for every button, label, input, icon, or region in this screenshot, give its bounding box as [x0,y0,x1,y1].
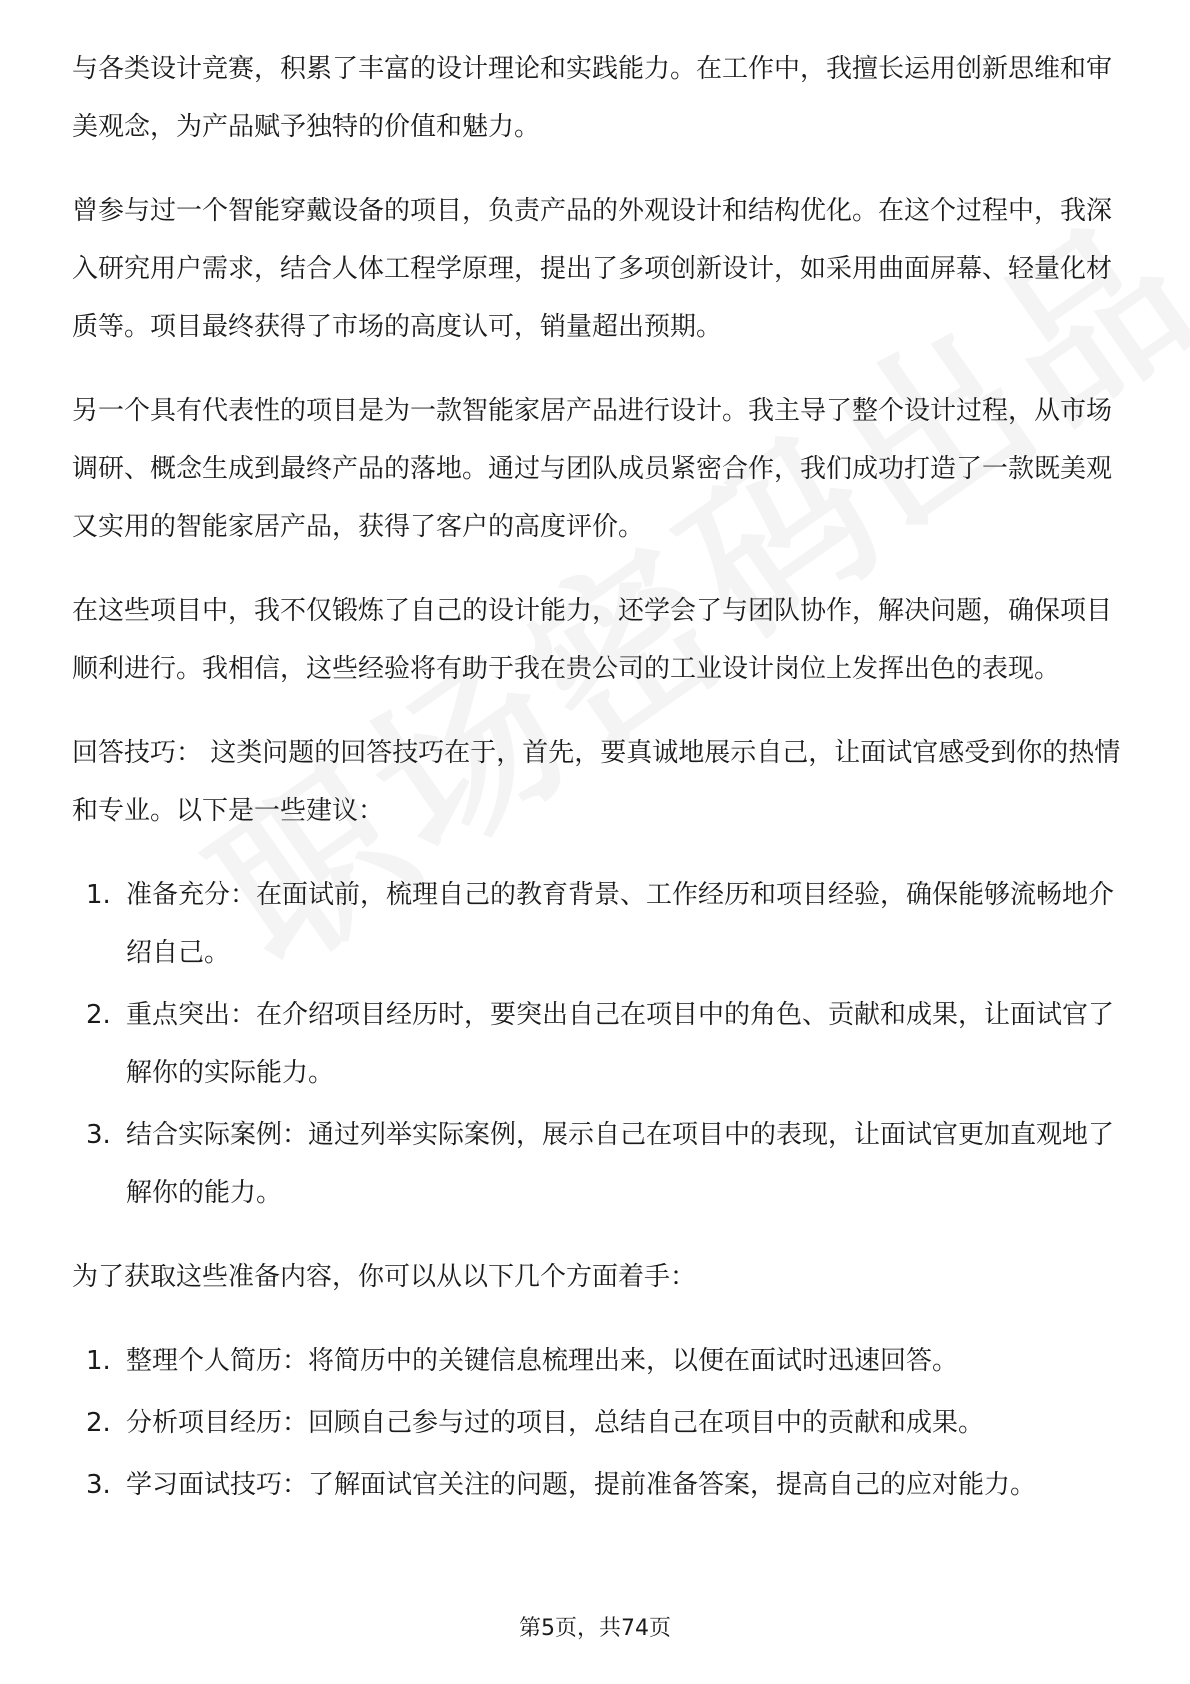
list-item [72,1106,1122,1222]
list-number: 3. [86,1470,111,1500]
list-number: 1. [86,880,111,910]
answer-tips-intro: 回答技巧： 这类问题的回答技巧在于，首先，要真诚地展示自己，让面试官感受到你的热情和专业。以下是一些建议： [72,738,1121,826]
list-item [72,1332,1122,1390]
list-text: 学习面试技巧：了解面试官关注的问题，提前准备答案，提高自己的应对能力。 [126,1470,1037,1500]
tips-list [72,866,1122,1222]
list-item [72,1456,1122,1514]
list-item [72,1394,1122,1452]
list-number: 1. [86,1346,111,1376]
list-text: 整理个人简历：将简历中的关键信息梳理出来，以便在面试时迅速回答。 [126,1346,959,1376]
paragraph-4: 在这些项目中，我不仅锻炼了自己的设计能力，还学会了与团队协作，解决问题，确保项目顺利进行。我相信，这些经验将有助于我在贵公司的工业设计岗位上发挥出色的表现。 [72,596,1113,684]
prep-list [72,1332,1122,1514]
list-text: 结合实际案例：通过列举实际案例，展示自己在项目中的表现，让面试官更加直观地了解你的能力。 [126,1120,1115,1208]
paragraph-3: 另一个具有代表性的项目是为一款智能家居产品进行设计。我主导了整个设计过程，从市场调研、概念生成到最终产品的落地。通过与团队成员紧密合作，我们成功打造了一款既美观又实用的智能家居产品，获得了客户的高度评价。 [72,396,1113,542]
list-item [72,866,1122,982]
prep-intro: 为了获取这些准备内容，你可以从以下几个方面着手： [72,1262,697,1292]
paragraph-1: 与各类设计竞赛，积累了丰富的设计理论和实践能力。在工作中，我擅长运用创新思维和审美观念，为产品赋予独特的价值和魅力。 [72,54,1113,142]
list-text: 重点突出：在介绍项目经历时，要突出自己在项目中的角色、贡献和成果，让面试官了解你的实际能力。 [126,1000,1115,1088]
paragraph-2: 曾参与过一个智能穿戴设备的项目，负责产品的外观设计和结构优化。在这个过程中，我深入研究用户需求，结合人体工程学原理，提出了多项创新设计，如采用曲面屏幕、轻量化材质等。项目最终获得了市场的高度认可，销量超出预期。 [72,196,1113,342]
document-body [72,40,1122,1540]
list-number: 3. [86,1120,111,1150]
list-item [72,986,1122,1102]
list-number: 2. [86,1408,111,1438]
list-text: 准备充分：在面试前，梳理自己的教育背景、工作经历和项目经验，确保能够流畅地介绍自己。 [126,880,1115,968]
page-number: 第5页，共74页 [519,1616,671,1641]
list-text: 分析项目经历：回顾自己参与过的项目，总结自己在项目中的贡献和成果。 [126,1408,985,1438]
list-number: 2. [86,1000,111,1030]
